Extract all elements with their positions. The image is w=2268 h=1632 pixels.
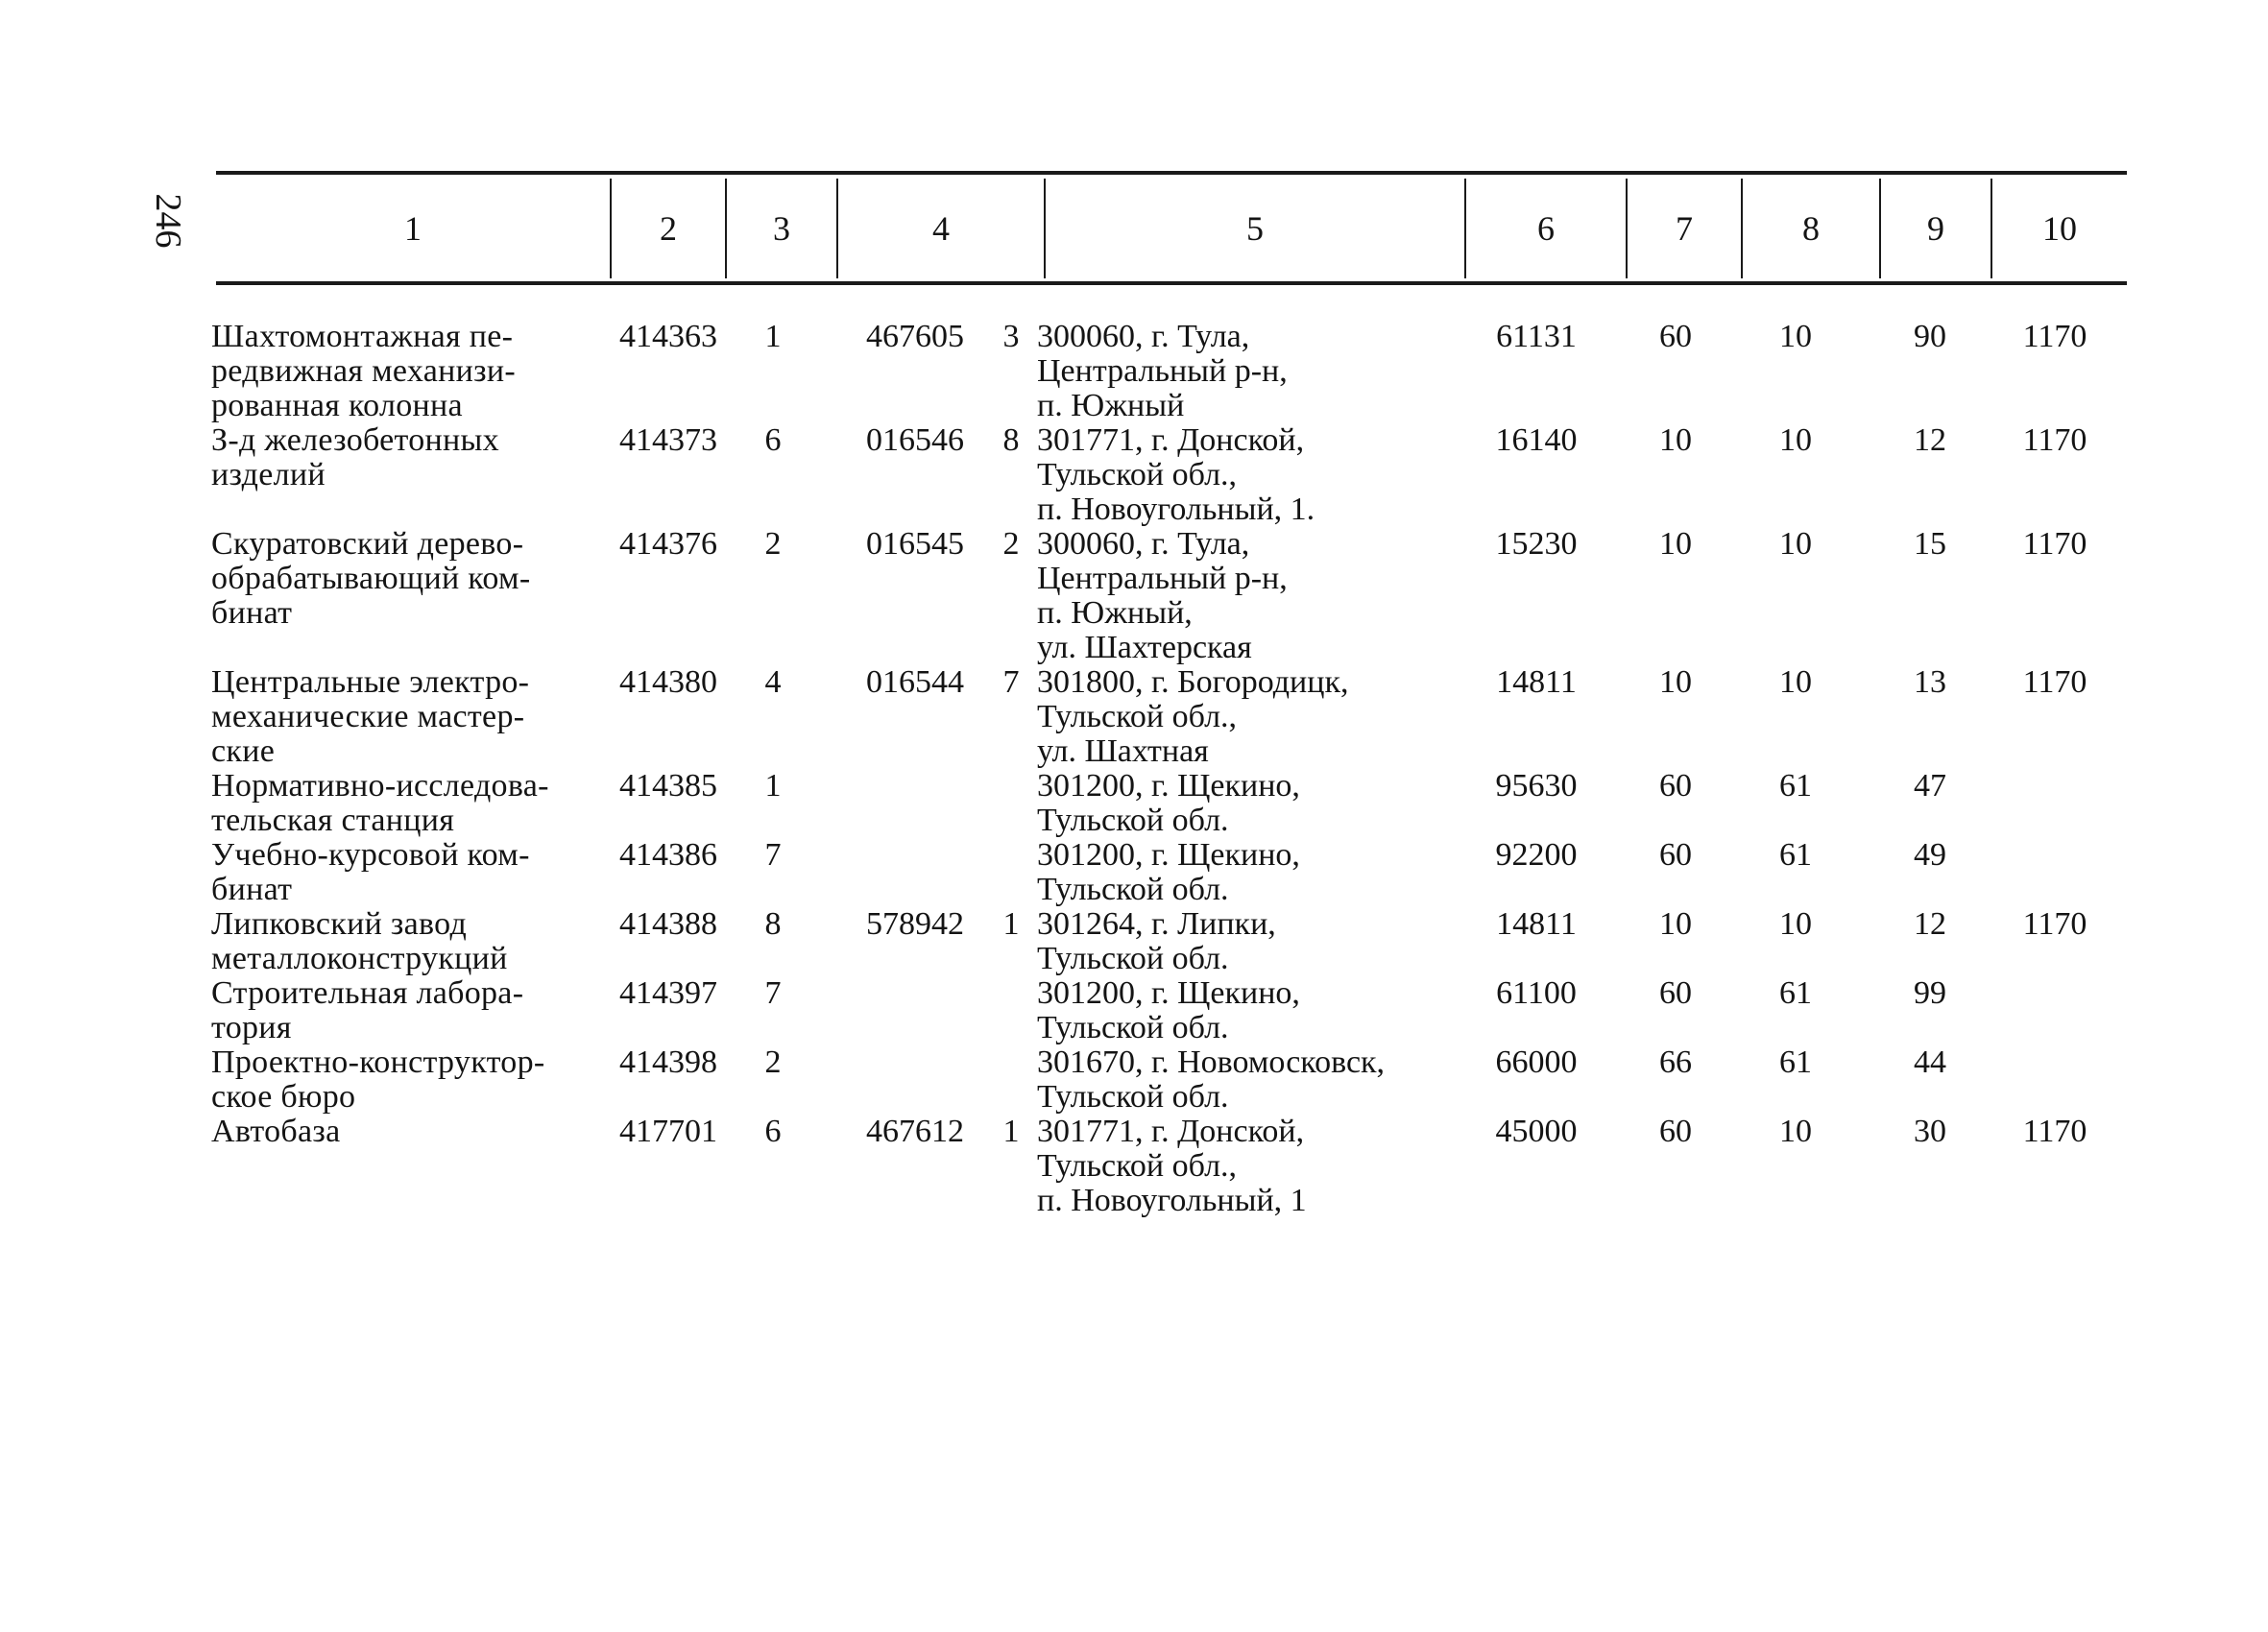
column-header-10: 10 (2042, 208, 2077, 248)
check-digit-cell: 4 (764, 664, 782, 700)
column-header-7: 7 (1676, 208, 1693, 248)
org-name-cell: Строительная лабора- тория (211, 975, 524, 1045)
address-cell: 300060, г. Тула, Центральный р-н, п. Южный, ул. Шахтерская (1037, 526, 1288, 665)
code-7-cell: 10 (1659, 526, 1692, 562)
code-cell: 414376 (619, 526, 717, 562)
table-body (211, 319, 2127, 1218)
code-4-cell: 016546 (866, 422, 964, 458)
code-10-cell: 1170 (2022, 906, 2087, 942)
code-cell: 414397 (619, 975, 717, 1011)
code-6-cell: 14811 (1496, 906, 1577, 942)
code-4-digit-cell: 7 (1002, 664, 1020, 700)
code-6-cell: 14811 (1496, 664, 1577, 700)
address-cell: 300060, г. Тула, Центральный р-н, п. Южный (1037, 319, 1288, 423)
code-8-cell: 10 (1779, 526, 1812, 562)
code-7-cell: 10 (1659, 906, 1692, 942)
code-6-cell: 16140 (1495, 422, 1578, 458)
code-9-cell: 99 (1914, 975, 1946, 1011)
table-row (211, 906, 2127, 976)
code-6-cell: 45000 (1495, 1114, 1578, 1149)
column-header-2: 2 (660, 208, 677, 248)
code-7-cell: 10 (1659, 664, 1692, 700)
check-digit-cell: 8 (764, 906, 782, 942)
address-cell: 301200, г. Щекино, Тульской обл. (1037, 768, 1300, 838)
code-4-digit-cell: 2 (1002, 526, 1020, 562)
org-name-cell: Проектно-конструктор- ское бюро (211, 1044, 545, 1115)
code-cell: 414363 (619, 319, 717, 354)
check-digit-cell: 1 (764, 319, 782, 354)
table-header-rule (216, 281, 2127, 285)
column-header-9: 9 (1927, 208, 1944, 248)
check-digit-cell: 7 (764, 975, 782, 1011)
code-4-digit-cell: 8 (1002, 422, 1020, 458)
address-cell: 301670, г. Новомосковск, Тульской обл. (1037, 1044, 1386, 1115)
code-4-cell: 467612 (866, 1114, 964, 1149)
check-digit-cell: 2 (764, 526, 782, 562)
code-cell: 414398 (619, 1044, 717, 1080)
org-name-cell: Шахтомонтажная пе- редвижная механизи- рованная колонна (211, 319, 516, 423)
code-8-cell: 61 (1779, 1044, 1812, 1080)
table-row (211, 1114, 2127, 1218)
table-row (211, 422, 2127, 527)
table-row (211, 664, 2127, 769)
code-4-digit-cell: 3 (1002, 319, 1020, 354)
column-header-4: 4 (932, 208, 950, 248)
check-digit-cell: 6 (764, 1114, 782, 1149)
code-7-cell: 60 (1659, 1114, 1692, 1149)
code-cell: 414388 (619, 906, 717, 942)
code-cell: 414385 (619, 768, 717, 804)
org-name-cell: Липковский завод металлоконструкций (211, 906, 508, 976)
code-8-cell: 10 (1779, 319, 1812, 354)
code-9-cell: 90 (1914, 319, 1946, 354)
code-9-cell: 12 (1914, 906, 1946, 942)
code-cell: 417701 (619, 1114, 717, 1149)
code-4-cell: 016544 (866, 664, 964, 700)
code-10-cell: 1170 (2022, 526, 2087, 562)
org-name-cell: Нормативно-исследова- тельская станция (211, 768, 549, 838)
org-name-cell: Скуратовский дерево- обрабатывающий ком- бинат (211, 526, 531, 631)
org-name-cell: Учебно-курсовой ком- бинат (211, 837, 530, 907)
code-8-cell: 61 (1779, 975, 1812, 1011)
column-header-6: 6 (1537, 208, 1555, 248)
code-8-cell: 10 (1779, 664, 1812, 700)
code-7-cell: 60 (1659, 319, 1692, 354)
table-row (211, 837, 2127, 907)
column-header-1: 1 (404, 208, 422, 248)
code-4-cell: 016545 (866, 526, 964, 562)
code-7-cell: 60 (1659, 975, 1692, 1011)
code-9-cell: 47 (1914, 768, 1946, 804)
address-cell: 301200, г. Щекино, Тульской обл. (1037, 837, 1300, 907)
code-8-cell: 61 (1779, 768, 1812, 804)
table-row (211, 526, 2127, 665)
org-name-cell: Автобаза (211, 1114, 341, 1149)
code-10-cell: 1170 (2022, 1114, 2087, 1149)
code-4-digit-cell: 1 (1002, 1114, 1020, 1149)
code-9-cell: 30 (1914, 1114, 1946, 1149)
code-9-cell: 12 (1914, 422, 1946, 458)
org-name-cell: Центральные электро- механические мастер- ские (211, 664, 530, 769)
code-cell: 414380 (619, 664, 717, 700)
code-7-cell: 10 (1659, 422, 1692, 458)
code-9-cell: 49 (1914, 837, 1946, 873)
check-digit-cell: 1 (764, 768, 782, 804)
code-7-cell: 60 (1659, 837, 1692, 873)
address-cell: 301800, г. Богородицк, Тульской обл., ул. Шахтная (1037, 664, 1349, 769)
code-4-cell: 578942 (866, 906, 964, 942)
check-digit-cell: 6 (764, 422, 782, 458)
page-number: 246 (148, 193, 188, 249)
code-8-cell: 10 (1779, 1114, 1812, 1149)
table-row (211, 1044, 2127, 1115)
code-6-cell: 66000 (1495, 1044, 1578, 1080)
code-9-cell: 15 (1914, 526, 1946, 562)
code-6-cell: 92200 (1495, 837, 1578, 873)
column-header-3: 3 (773, 208, 790, 248)
address-cell: 301771, г. Донской, Тульской обл., п. Новоугольный, 1. (1037, 422, 1315, 527)
code-7-cell: 66 (1659, 1044, 1692, 1080)
code-10-cell: 1170 (2022, 319, 2087, 354)
code-10-cell: 1170 (2022, 664, 2087, 700)
code-6-cell: 61100 (1496, 975, 1577, 1011)
org-name-cell: З-д железобетонных изделий (211, 422, 499, 492)
table-row (211, 768, 2127, 838)
code-4-digit-cell: 1 (1002, 906, 1020, 942)
code-10-cell: 1170 (2022, 422, 2087, 458)
table-row (211, 975, 2127, 1045)
code-6-cell: 95630 (1495, 768, 1578, 804)
table-row (211, 319, 2127, 423)
code-4-cell: 467605 (866, 319, 964, 354)
column-header-5: 5 (1246, 208, 1264, 248)
code-6-cell: 15230 (1495, 526, 1578, 562)
code-9-cell: 44 (1914, 1044, 1946, 1080)
code-7-cell: 60 (1659, 768, 1692, 804)
check-digit-cell: 7 (764, 837, 782, 873)
address-cell: 301771, г. Донской, Тульской обл., п. Новоугольный, 1 (1037, 1114, 1307, 1218)
code-cell: 414386 (619, 837, 717, 873)
address-cell: 301200, г. Щекино, Тульской обл. (1037, 975, 1300, 1045)
code-8-cell: 10 (1779, 906, 1812, 942)
column-header-8: 8 (1802, 208, 1820, 248)
code-8-cell: 61 (1779, 837, 1812, 873)
code-6-cell: 61131 (1496, 319, 1577, 354)
check-digit-cell: 2 (764, 1044, 782, 1080)
address-cell: 301264, г. Липки, Тульской обл. (1037, 906, 1276, 976)
code-8-cell: 10 (1779, 422, 1812, 458)
code-cell: 414373 (619, 422, 717, 458)
code-9-cell: 13 (1914, 664, 1946, 700)
